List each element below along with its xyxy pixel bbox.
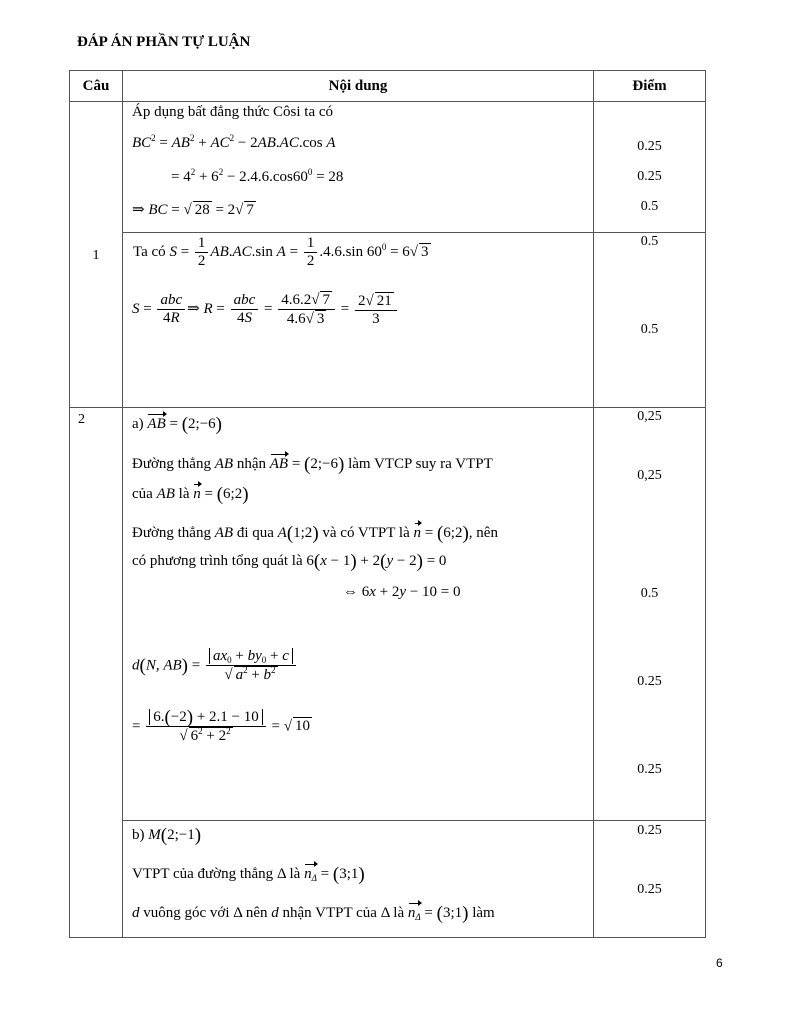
section-heading: ĐÁP ÁN PHẦN TỰ LUẬN <box>77 34 251 50</box>
score: 0.5 <box>640 322 659 337</box>
q1-scores-part1 <box>594 102 706 233</box>
question-number-2: 2 <box>70 408 123 938</box>
table-header-row <box>70 71 706 102</box>
q2b-line-1: VTPT của đường thẳng Δ là $n_\Delta$ = (3;1) <box>132 864 365 885</box>
q2b-line-2: d vuông góc với Δ nên d nhận VTPT của Δ là $n_\Delta$ = (3;1) làm <box>132 903 495 924</box>
q2a-ab-vector: a) AB = (2;−6) <box>132 414 222 435</box>
score: 0.5 <box>640 199 659 214</box>
q2-scores-part-b <box>594 821 706 938</box>
answer-table <box>69 70 706 938</box>
q1-intro: Áp dụng bất đẳng thức Côsi ta có <box>132 104 334 120</box>
q2a-distance-value: = $\frac{6.(-2) + 2.1 - 10}{√ 6^2 + 2^2}$ = √ 10 <box>132 707 310 744</box>
q2-content-part-b <box>123 821 594 938</box>
q2a-line-4: có phương trình tổng quát là 6(x − 1) + 2(y − 2) = 0 <box>132 551 447 572</box>
header-cau: Câu <box>70 71 123 102</box>
q2a-line-2: của AB là n = (6;2) <box>132 484 249 505</box>
q2a-general-equation: ⇔ 6x + 2y − 10 = 0 <box>343 584 461 600</box>
score: 0.25 <box>637 823 662 838</box>
header-noi-dung: Nội dung <box>123 71 594 102</box>
table-row <box>70 233 706 408</box>
score: 0.5 <box>640 234 659 249</box>
q1-eq1: $BC^2 = AB^2 + AC^2 - 2AB.AC.\cos$ A <box>132 133 336 151</box>
header-diem: Điểm <box>594 71 706 102</box>
score: 0.25 <box>637 674 662 689</box>
q2a-line-1: Đường thẳng AB nhận AB = (2;−6) làm VTCP suy ra VTPT <box>132 454 493 475</box>
q2a-line-3: Đường thẳng AB đi qua A(1;2) và có VTPT là n = (6;2), nên <box>132 523 498 544</box>
table-row <box>70 102 706 233</box>
q1-radius-eq: S = $\frac{\text{abc}}{4R}$ ⇒ R = $\frac{\text{abc}}{4S}$ = $\frac{4.6.2√ 7}{4.6√ 3}$ = $\frac{2√ 21}{3}$ <box>132 291 399 328</box>
table-row <box>70 821 706 938</box>
score: 0.25 <box>637 139 662 154</box>
q1-area-eq: Ta có S = $\frac{1}{2}$ AB.AC.sin A = $\frac{1}{2}$ .4.6.sin $60^0 = 6√$ 3 <box>133 235 429 269</box>
question-number-1: 1 <box>70 102 123 408</box>
score: 0,25 <box>637 468 662 483</box>
table-row <box>70 408 706 821</box>
q1-eq3: ⇒ BC = √ 28 = 2√ 7 <box>132 202 254 218</box>
q1-content-part2 <box>123 233 594 408</box>
q2-scores-part-a <box>594 408 706 821</box>
q1-content-part1 <box>123 102 594 233</box>
score: 0.5 <box>640 586 659 601</box>
q2b-point-m: b) M(2;−1) <box>132 825 202 846</box>
page-number: 6 <box>716 956 723 970</box>
score: 0.25 <box>637 169 662 184</box>
q2-content-part-a <box>123 408 594 821</box>
q1-scores-part2 <box>594 233 706 408</box>
q1-eq2: = $4^2 + 6^2 - 2.4.6.\cos 60^0 = 28$ <box>171 167 344 185</box>
q2a-distance-formula: d(N, AB) = $\frac{ax_0 + by_0 + c}{√ a^2 + b^2}$ <box>132 648 298 684</box>
score: 0.25 <box>637 882 662 897</box>
score: 0,25 <box>637 409 662 424</box>
score: 0.25 <box>637 762 662 777</box>
